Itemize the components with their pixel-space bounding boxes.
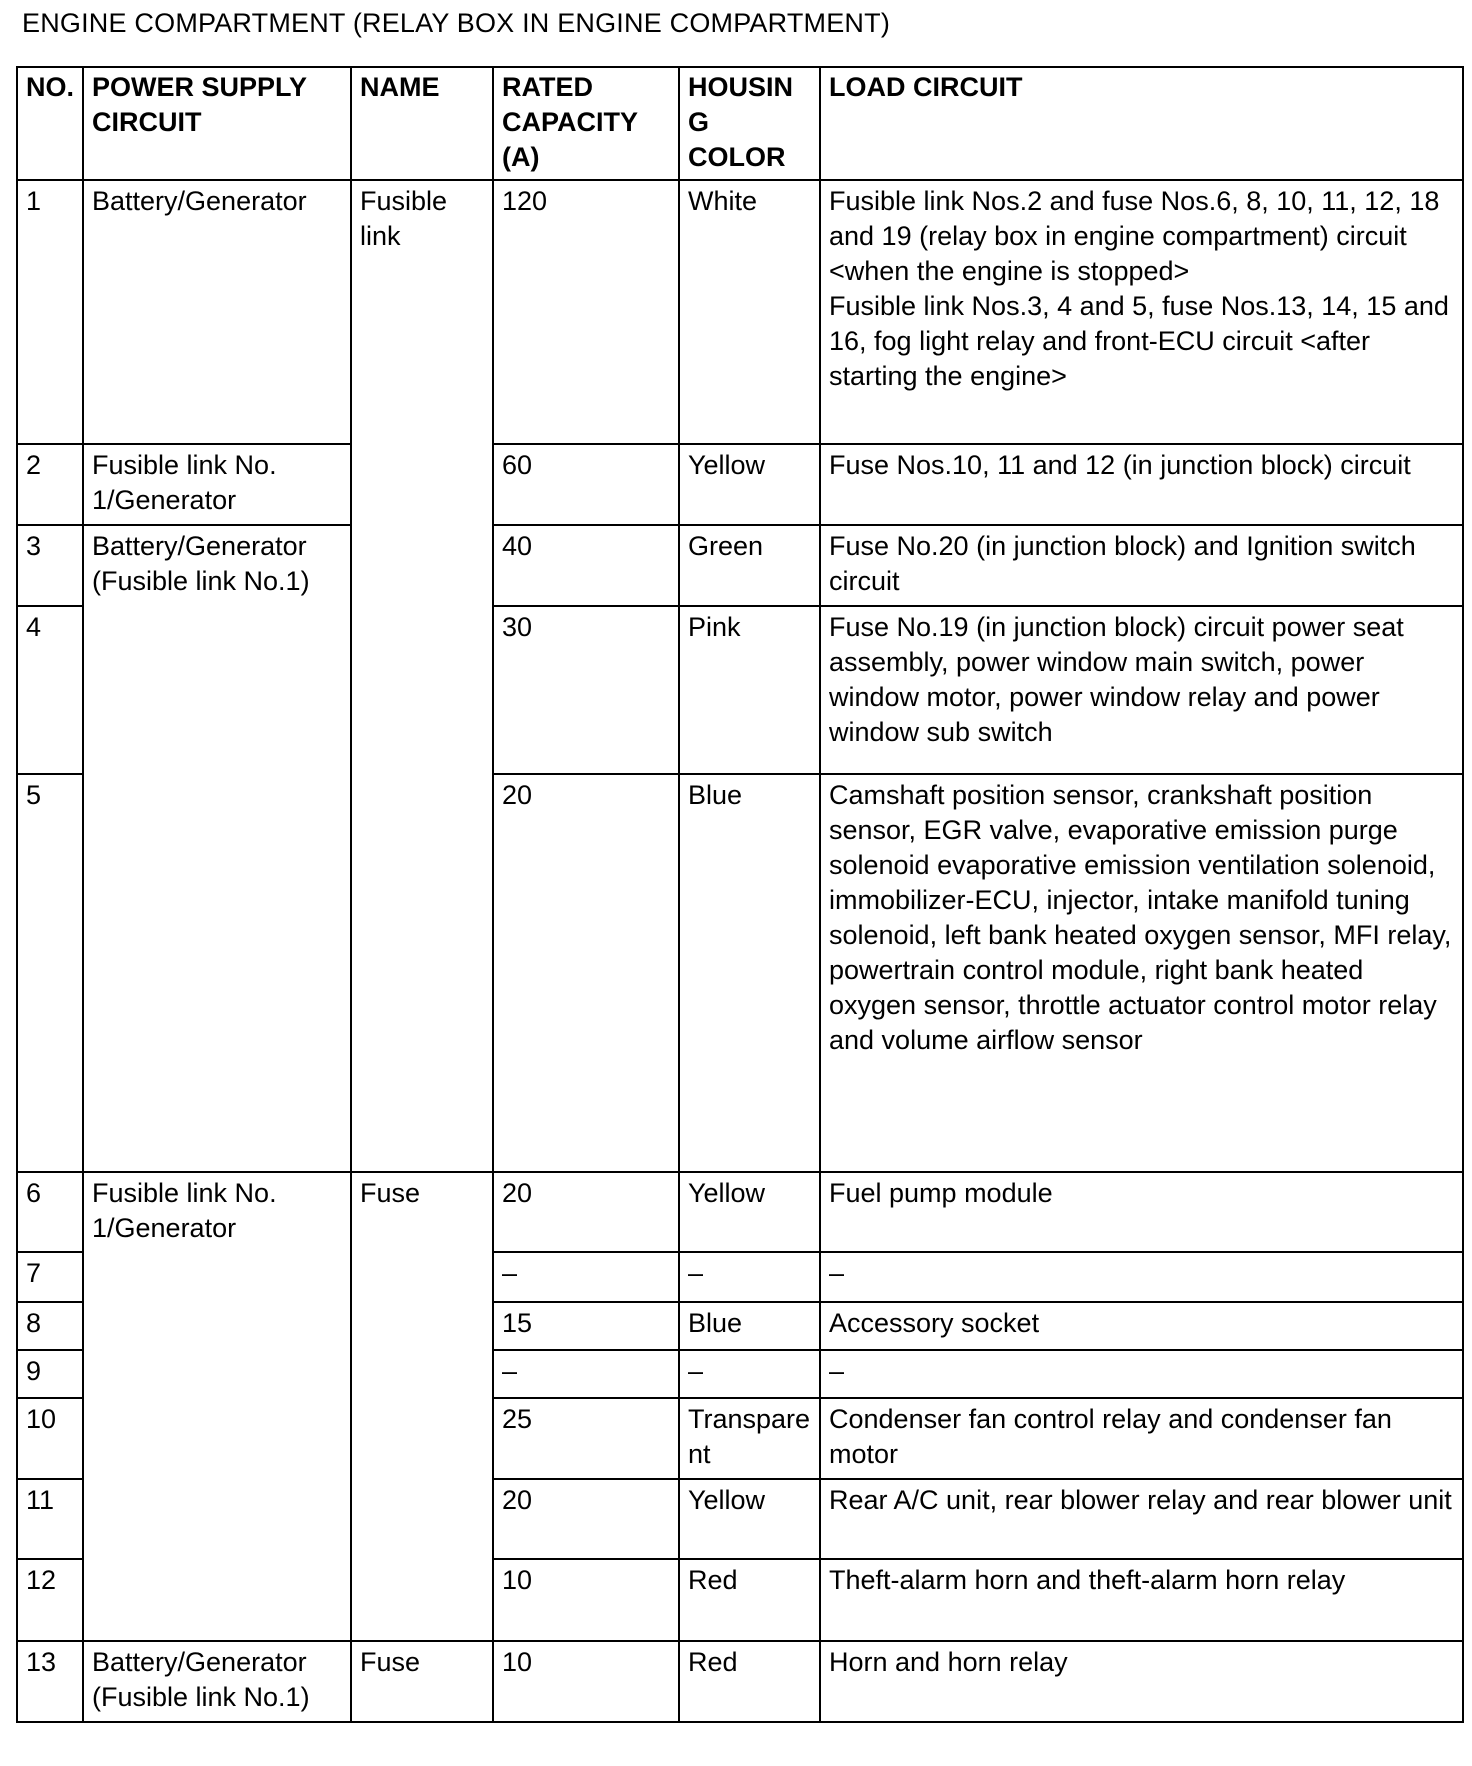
cell-color: Yellow (679, 1172, 820, 1252)
table-row (17, 180, 1463, 444)
cell-load: Fuse Nos.10, 11 and 12 (in junction block) circuit (820, 444, 1463, 525)
cell-no: 5 (17, 774, 83, 1172)
cell-load: Accessory socket (820, 1302, 1463, 1350)
cell-capacity: 20 (493, 1172, 679, 1252)
cell-no: 2 (17, 444, 83, 525)
cell-no: 1 (17, 180, 83, 444)
table-row (17, 525, 1463, 606)
header-rated-capacity: RATED CAPACITY (A) (493, 67, 679, 180)
fuse-table (16, 66, 1464, 1723)
cell-color: Red (679, 1641, 820, 1722)
cell-no: 12 (17, 1559, 83, 1641)
cell-load (820, 180, 1463, 444)
cell-color: Red (679, 1559, 820, 1641)
cell-color: Blue (679, 774, 820, 1172)
table-row (17, 1172, 1463, 1252)
table-header-row (17, 67, 1463, 180)
header-name: NAME (351, 67, 493, 180)
cell-color: White (679, 180, 820, 444)
cell-color: Pink (679, 606, 820, 774)
table-row (17, 444, 1463, 525)
cell-capacity: 20 (493, 1479, 679, 1559)
cell-color: – (679, 1252, 820, 1302)
header-no: NO. (17, 67, 83, 180)
cell-power-supply: Battery/Generator (Fusible link No.1) (83, 1641, 351, 1722)
cell-no: 4 (17, 606, 83, 774)
cell-no: 3 (17, 525, 83, 606)
cell-load: Condenser fan control relay and condenser fan motor (820, 1398, 1463, 1479)
cell-capacity: 40 (493, 525, 679, 606)
cell-capacity: 10 (493, 1559, 679, 1641)
cell-load: Fuse No.19 (in junction block) circuit power seat assembly, power window main switch, power window motor, power window relay and power window sub switch (820, 606, 1463, 774)
cell-color: – (679, 1350, 820, 1398)
cell-name: Fuse (351, 1172, 493, 1641)
cell-no: 8 (17, 1302, 83, 1350)
cell-load: Camshaft position sensor, crankshaft position sensor, EGR valve, evaporative emission purge solenoid evaporative emission ventilation solenoid, immobilizer-ECU, injector, intake manifold tuning solenoid, left bank heated oxygen sensor, MFI relay, powertrain control module, right bank heated oxygen sensor, throttle actuator control motor relay and volume airflow sensor (820, 774, 1463, 1172)
cell-load: Fuel pump module (820, 1172, 1463, 1252)
table-row (17, 1641, 1463, 1722)
cell-capacity: – (493, 1350, 679, 1398)
cell-capacity: 15 (493, 1302, 679, 1350)
cell-load: Fuse No.20 (in junction block) and Ignition switch circuit (820, 525, 1463, 606)
load-line: Fusible link Nos.3, 4 and 5, fuse Nos.13, 14, 15 and 16, fog light relay and front-ECU circuit <after starting the engine> (829, 291, 1449, 391)
header-load-circuit: LOAD CIRCUIT (820, 67, 1463, 180)
cell-no: 11 (17, 1479, 83, 1559)
cell-color: Yellow (679, 1479, 820, 1559)
cell-load: – (820, 1350, 1463, 1398)
cell-capacity: 30 (493, 606, 679, 774)
load-line: Fusible link Nos.2 and fuse Nos.6, 8, 10, 11, 12, 18 and 19 (relay box in engine compartment) circuit <when the engine is stopped> (829, 186, 1440, 286)
cell-capacity: 10 (493, 1641, 679, 1722)
cell-load: Theft-alarm horn and theft-alarm horn relay (820, 1559, 1463, 1641)
header-power-supply: POWER SUPPLY CIRCUIT (83, 67, 351, 180)
cell-load: Rear A/C unit, rear blower relay and rear blower unit (820, 1479, 1463, 1559)
header-housing-color: HOUSING COLOR (679, 67, 820, 180)
cell-no: 13 (17, 1641, 83, 1722)
cell-power-supply: Fusible link No. 1/Generator (83, 444, 351, 525)
cell-load: – (820, 1252, 1463, 1302)
cell-color: Green (679, 525, 820, 606)
cell-capacity: 20 (493, 774, 679, 1172)
cell-no: 9 (17, 1350, 83, 1398)
cell-name: Fuse (351, 1641, 493, 1722)
cell-capacity: 60 (493, 444, 679, 525)
cell-color: Blue (679, 1302, 820, 1350)
cell-load: Horn and horn relay (820, 1641, 1463, 1722)
cell-no: 6 (17, 1172, 83, 1252)
cell-capacity: 25 (493, 1398, 679, 1479)
cell-power-supply: Battery/Generator (83, 180, 351, 444)
cell-power-supply: Fusible link No. 1/Generator (83, 1172, 351, 1641)
cell-color: Yellow (679, 444, 820, 525)
cell-color: Transparent (679, 1398, 820, 1479)
cell-no: 7 (17, 1252, 83, 1302)
cell-no: 10 (17, 1398, 83, 1479)
cell-power-supply: Battery/Generator (Fusible link No.1) (83, 525, 351, 1172)
cell-name: Fusible link (351, 180, 493, 1172)
cell-capacity: – (493, 1252, 679, 1302)
page-title: ENGINE COMPARTMENT (RELAY BOX IN ENGINE COMPARTMENT) (22, 8, 891, 38)
cell-capacity: 120 (493, 180, 679, 444)
